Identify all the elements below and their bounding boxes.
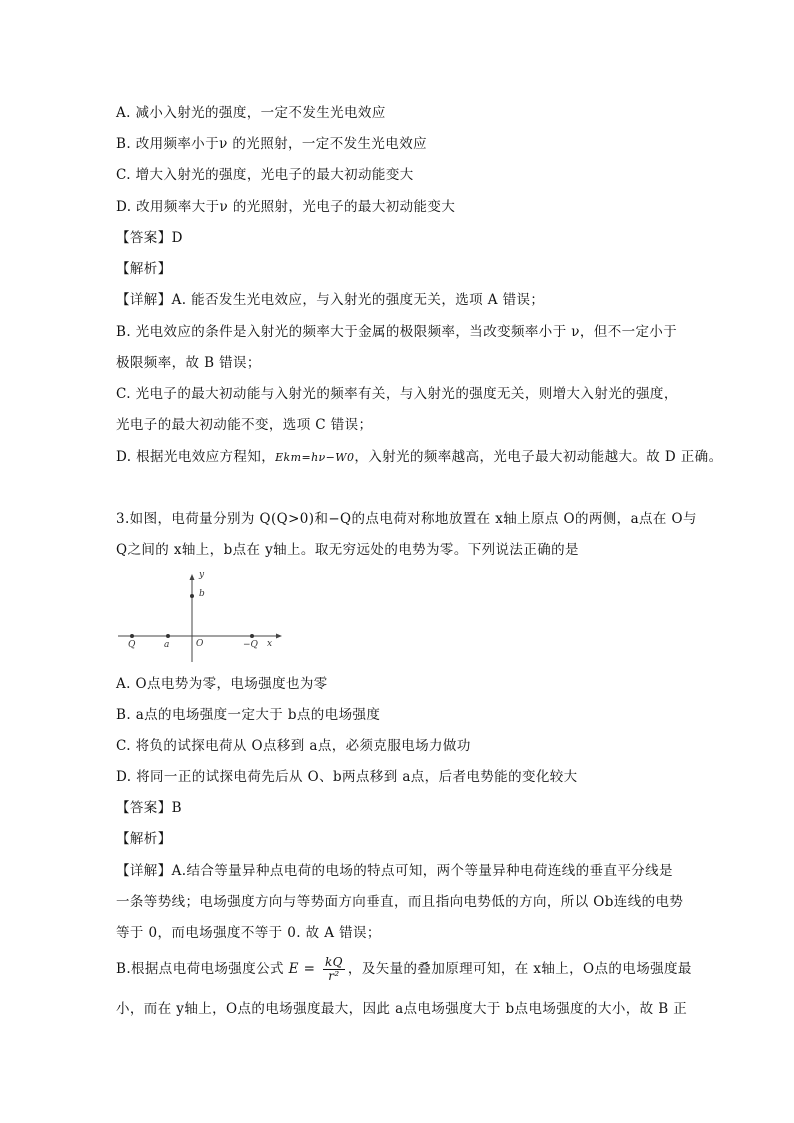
q3-option-d: D. 将同一正的试探电荷先后从 O、b两点移到 a点，后者电势能的变化较大 — [116, 769, 578, 785]
formula-lhs: E = — [288, 961, 316, 977]
q2-answer: 【答案】D — [116, 230, 183, 246]
q2-detail-d-post: ，入射光的频率越高，光电子最大初动能越大。故 D 正确。 — [354, 449, 723, 465]
q3-option-a: A. O点电势为零，电场强度也为零 — [116, 676, 328, 692]
q3-diagram-svg — [116, 568, 286, 668]
x-axis-arrow-icon — [276, 634, 282, 639]
x-axis-label: x — [267, 639, 273, 649]
q3-detail-b-pre: B.根据点电荷电场强度公式 — [116, 961, 284, 977]
q3-stem-line2: Q之间的 x轴上，b点在 y轴上。取无穷远处的电势为零。下列说法正确的是 — [116, 542, 579, 558]
q3-option-b: B. a点的电场强度一定大于 b点的电场强度 — [116, 707, 381, 723]
q3-stem-line1: 3.如图，电荷量分别为 Q(Q>0)和−Q的点电荷对称地放置在 x轴上原点 O的两侧，a点在 O与 — [116, 511, 697, 527]
point-a — [166, 634, 170, 638]
q3-detail-a-line1: 【详解】A.结合等量异种点电荷的电场的特点可知，两个等量异种电荷连线的垂直平分线是 — [116, 863, 673, 879]
y-axis-label: y — [199, 570, 205, 580]
q2-option-a: A. 减小入射光的强度，一定不发生光电效应 — [116, 105, 386, 121]
y-axis-arrow-icon — [190, 574, 195, 580]
q2-detail-b-line1: B. 光电效应的条件是入射光的频率大于金属的极限频率，当改变频率小于 ν，但不一定小于 — [116, 324, 678, 340]
charge-Q — [130, 634, 134, 638]
q2-option-c: C. 增大入射光的强度，光电子的最大初动能变大 — [116, 167, 414, 183]
charge-negative-Q — [250, 634, 254, 638]
q2-detail-a: 【详解】A. 能否发生光电效应，与入射光的强度无关，选项 A 错误； — [116, 292, 545, 308]
label-a: a — [164, 640, 170, 650]
q2-photoelectric-equation: Ekm=hν−W0 — [275, 451, 355, 464]
q3-answer: 【答案】B — [116, 800, 182, 816]
q2-analysis-label: 【解析】 — [116, 261, 172, 277]
q3-detail-b-line1 — [116, 954, 692, 984]
q3-detail-b-post: ，及矢量的叠加原理可知，在 x轴上，O点的电场强度最 — [347, 961, 692, 977]
q3-detail-a-line3: 等于 0，而电场强度不等于 0. 故 A 错误； — [116, 925, 381, 941]
field-strength-formula — [323, 956, 345, 983]
q3-charge-diagram — [116, 568, 286, 668]
label-O: O — [196, 639, 204, 649]
q2-detail-c-line2: 光电子的最大初动能不变，选项 C 错误； — [116, 417, 373, 433]
formula-denominator: r² — [328, 969, 340, 983]
q2-detail-d-pre: D. 根据光电效应方程知， — [116, 449, 276, 465]
q2-option-b: B. 改用频率小于ν 的光照射，一定不发生光电效应 — [116, 136, 428, 152]
formula-numerator: kQ — [325, 955, 343, 969]
q3-detail-a-line2: 一条等势线；电场强度方向与等势面方向垂直，而且指向电势低的方向，所以 Ob连线的电势 — [116, 894, 684, 910]
q2-option-d: D. 改用频率大于ν 的光照射，光电子的最大初动能变大 — [116, 199, 456, 215]
q3-detail-b-line2: 小，而在 y轴上，O点的电场强度最大，因此 a点电场强度大于 b点电场强度的大小，故 B 正 — [116, 1001, 688, 1017]
point-b — [190, 594, 194, 598]
q3-analysis-label: 【解析】 — [116, 831, 172, 847]
label-negative-Q: −Q — [243, 640, 258, 650]
q2-detail-c-line1: C. 光电子的最大初动能与入射光的频率有关，与入射光的强度无关，则增大入射光的强度， — [116, 386, 678, 402]
q2-detail-d — [116, 447, 723, 468]
q3-option-c: C. 将负的试探电荷从 O点移到 a点，必须克服电场力做功 — [116, 738, 471, 754]
label-Q: Q — [128, 640, 136, 650]
label-b: b — [199, 589, 205, 599]
q2-detail-b-line2: 极限频率，故 B 错误； — [116, 355, 261, 371]
